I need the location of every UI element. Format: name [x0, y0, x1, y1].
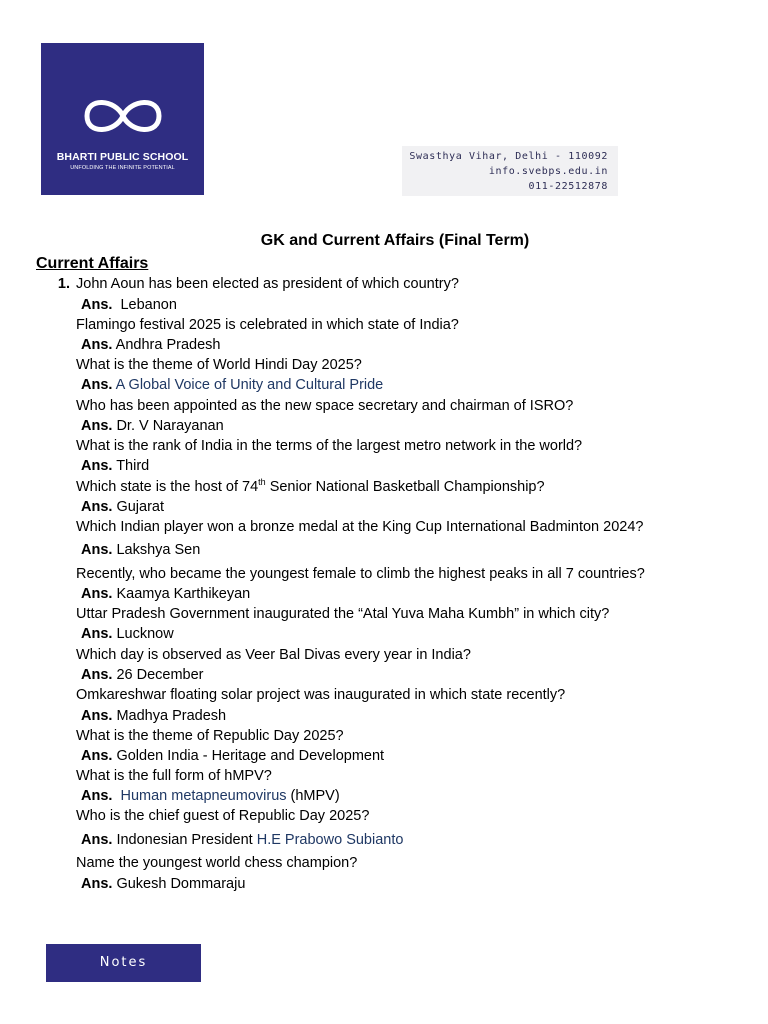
question-text: Uttar Pradesh Government inaugurated the “Atal Yuva Maha Kumbh” in which city? [76, 606, 610, 622]
question-text: Which day is observed as Veer Bal Divas every year in India? [76, 647, 471, 663]
answer-item [81, 876, 245, 892]
question-text: What is the theme of World Hindi Day 2025? [76, 357, 362, 373]
school-tagline: UNFOLDING THE INFINITE POTENTIAL [70, 165, 175, 171]
answer-label: Ans. [81, 418, 113, 434]
answer-text: Andhra Pradesh [115, 337, 221, 353]
notes-box: Notes [46, 944, 201, 982]
answer-item [81, 626, 174, 642]
question-text-part: Senior National Basketball Championship? [265, 479, 545, 495]
answer-label: Ans. [81, 876, 113, 892]
answer-label: Ans. [81, 832, 113, 848]
question-text: Name the youngest world chess champion? [76, 855, 358, 871]
answer-item [81, 542, 200, 558]
question-text: What is the theme of Republic Day 2025? [76, 728, 344, 744]
answer-label: Ans. [81, 667, 113, 683]
contact-phone: 011-22512878 [528, 181, 608, 192]
answer-label: Ans. [81, 708, 113, 724]
answer-item [81, 337, 220, 353]
answer-item [81, 708, 226, 724]
answer-text: A Global Voice of Unity and Cultural Pride [115, 377, 384, 393]
answer-text: Madhya Pradesh [116, 708, 227, 724]
answer-label: Ans. [81, 542, 113, 558]
answer-item [81, 418, 224, 434]
answer-text-suffix: H.E Prabowo Subianto [252, 832, 404, 848]
answer-label: Ans. [81, 337, 113, 353]
answer-text: Golden India - Heritage and Development [116, 748, 385, 764]
contact-block [402, 146, 618, 196]
contact-email: info.svebps.edu.in [488, 166, 608, 177]
question-text: Who has been appointed as the new space secretary and chairman of ISRO? [76, 398, 574, 414]
infinity-icon [79, 93, 167, 139]
answer-text: Gukesh Dommaraju [116, 876, 246, 892]
question-text: Who is the chief guest of Republic Day 2025? [76, 808, 370, 824]
answer-text: Third [116, 458, 150, 474]
question-text: What is the rank of India in the terms of the largest metro network in the world? [76, 438, 583, 454]
answer-label: Ans. [81, 499, 113, 515]
answer-text: Gujarat [116, 499, 165, 515]
question-text-part: Which state is the host of 74 [76, 479, 259, 495]
superscript: th [258, 477, 266, 488]
answer-item [81, 788, 340, 804]
answer-label: Ans. [81, 297, 113, 313]
question-number: 1. [57, 276, 70, 292]
section-heading: Current Affairs [36, 255, 149, 272]
question-text: John Aoun has been elected as president of which country? [76, 276, 459, 292]
answer-item [81, 458, 149, 474]
question-text: Recently, who became the youngest female to climb the highest peaks in all 7 countries? [76, 566, 645, 582]
answer-text: Kaamya Karthikeyan [116, 586, 251, 602]
answer-item [81, 377, 383, 393]
question-text: Flamingo festival 2025 is celebrated in which state of India? [76, 317, 459, 333]
question-text: Omkareshwar floating solar project was inaugurated in which state recently? [76, 687, 566, 703]
contact-address: Swasthya Vihar, Delhi - 110092 [409, 151, 608, 162]
question-text: What is the full form of hMPV? [76, 768, 272, 784]
answer-item [81, 832, 403, 848]
answer-text: Lebanon [120, 297, 177, 313]
question-text: Which Indian player won a bronze medal at the King Cup International Badminton 2024? [76, 519, 644, 535]
answer-text: 26 December [116, 667, 204, 683]
answer-label: Ans. [81, 788, 113, 804]
answer-item [81, 499, 164, 515]
school-name: BHARTI PUBLIC SCHOOL [56, 151, 189, 163]
school-logo [41, 43, 204, 195]
answer-label: Ans. [81, 377, 113, 393]
answer-text: Human metapneumovirus [120, 788, 287, 804]
answer-text-suffix: (hMPV) [286, 788, 340, 804]
answer-item [81, 586, 250, 602]
document-title: GK and Current Affairs (Final Term) [260, 232, 530, 249]
answer-text: Dr. V Narayanan [116, 418, 224, 434]
answer-item [81, 667, 204, 683]
answer-label: Ans. [81, 748, 113, 764]
answer-text: Lakshya Sen [116, 542, 201, 558]
answer-label: Ans. [81, 626, 113, 642]
answer-text: Indonesian President [116, 832, 253, 848]
answer-text: Lucknow [116, 626, 174, 642]
answer-item [81, 297, 177, 313]
question-text [76, 479, 545, 495]
answer-label: Ans. [81, 586, 113, 602]
answer-label: Ans. [81, 458, 113, 474]
answer-item [81, 748, 384, 764]
